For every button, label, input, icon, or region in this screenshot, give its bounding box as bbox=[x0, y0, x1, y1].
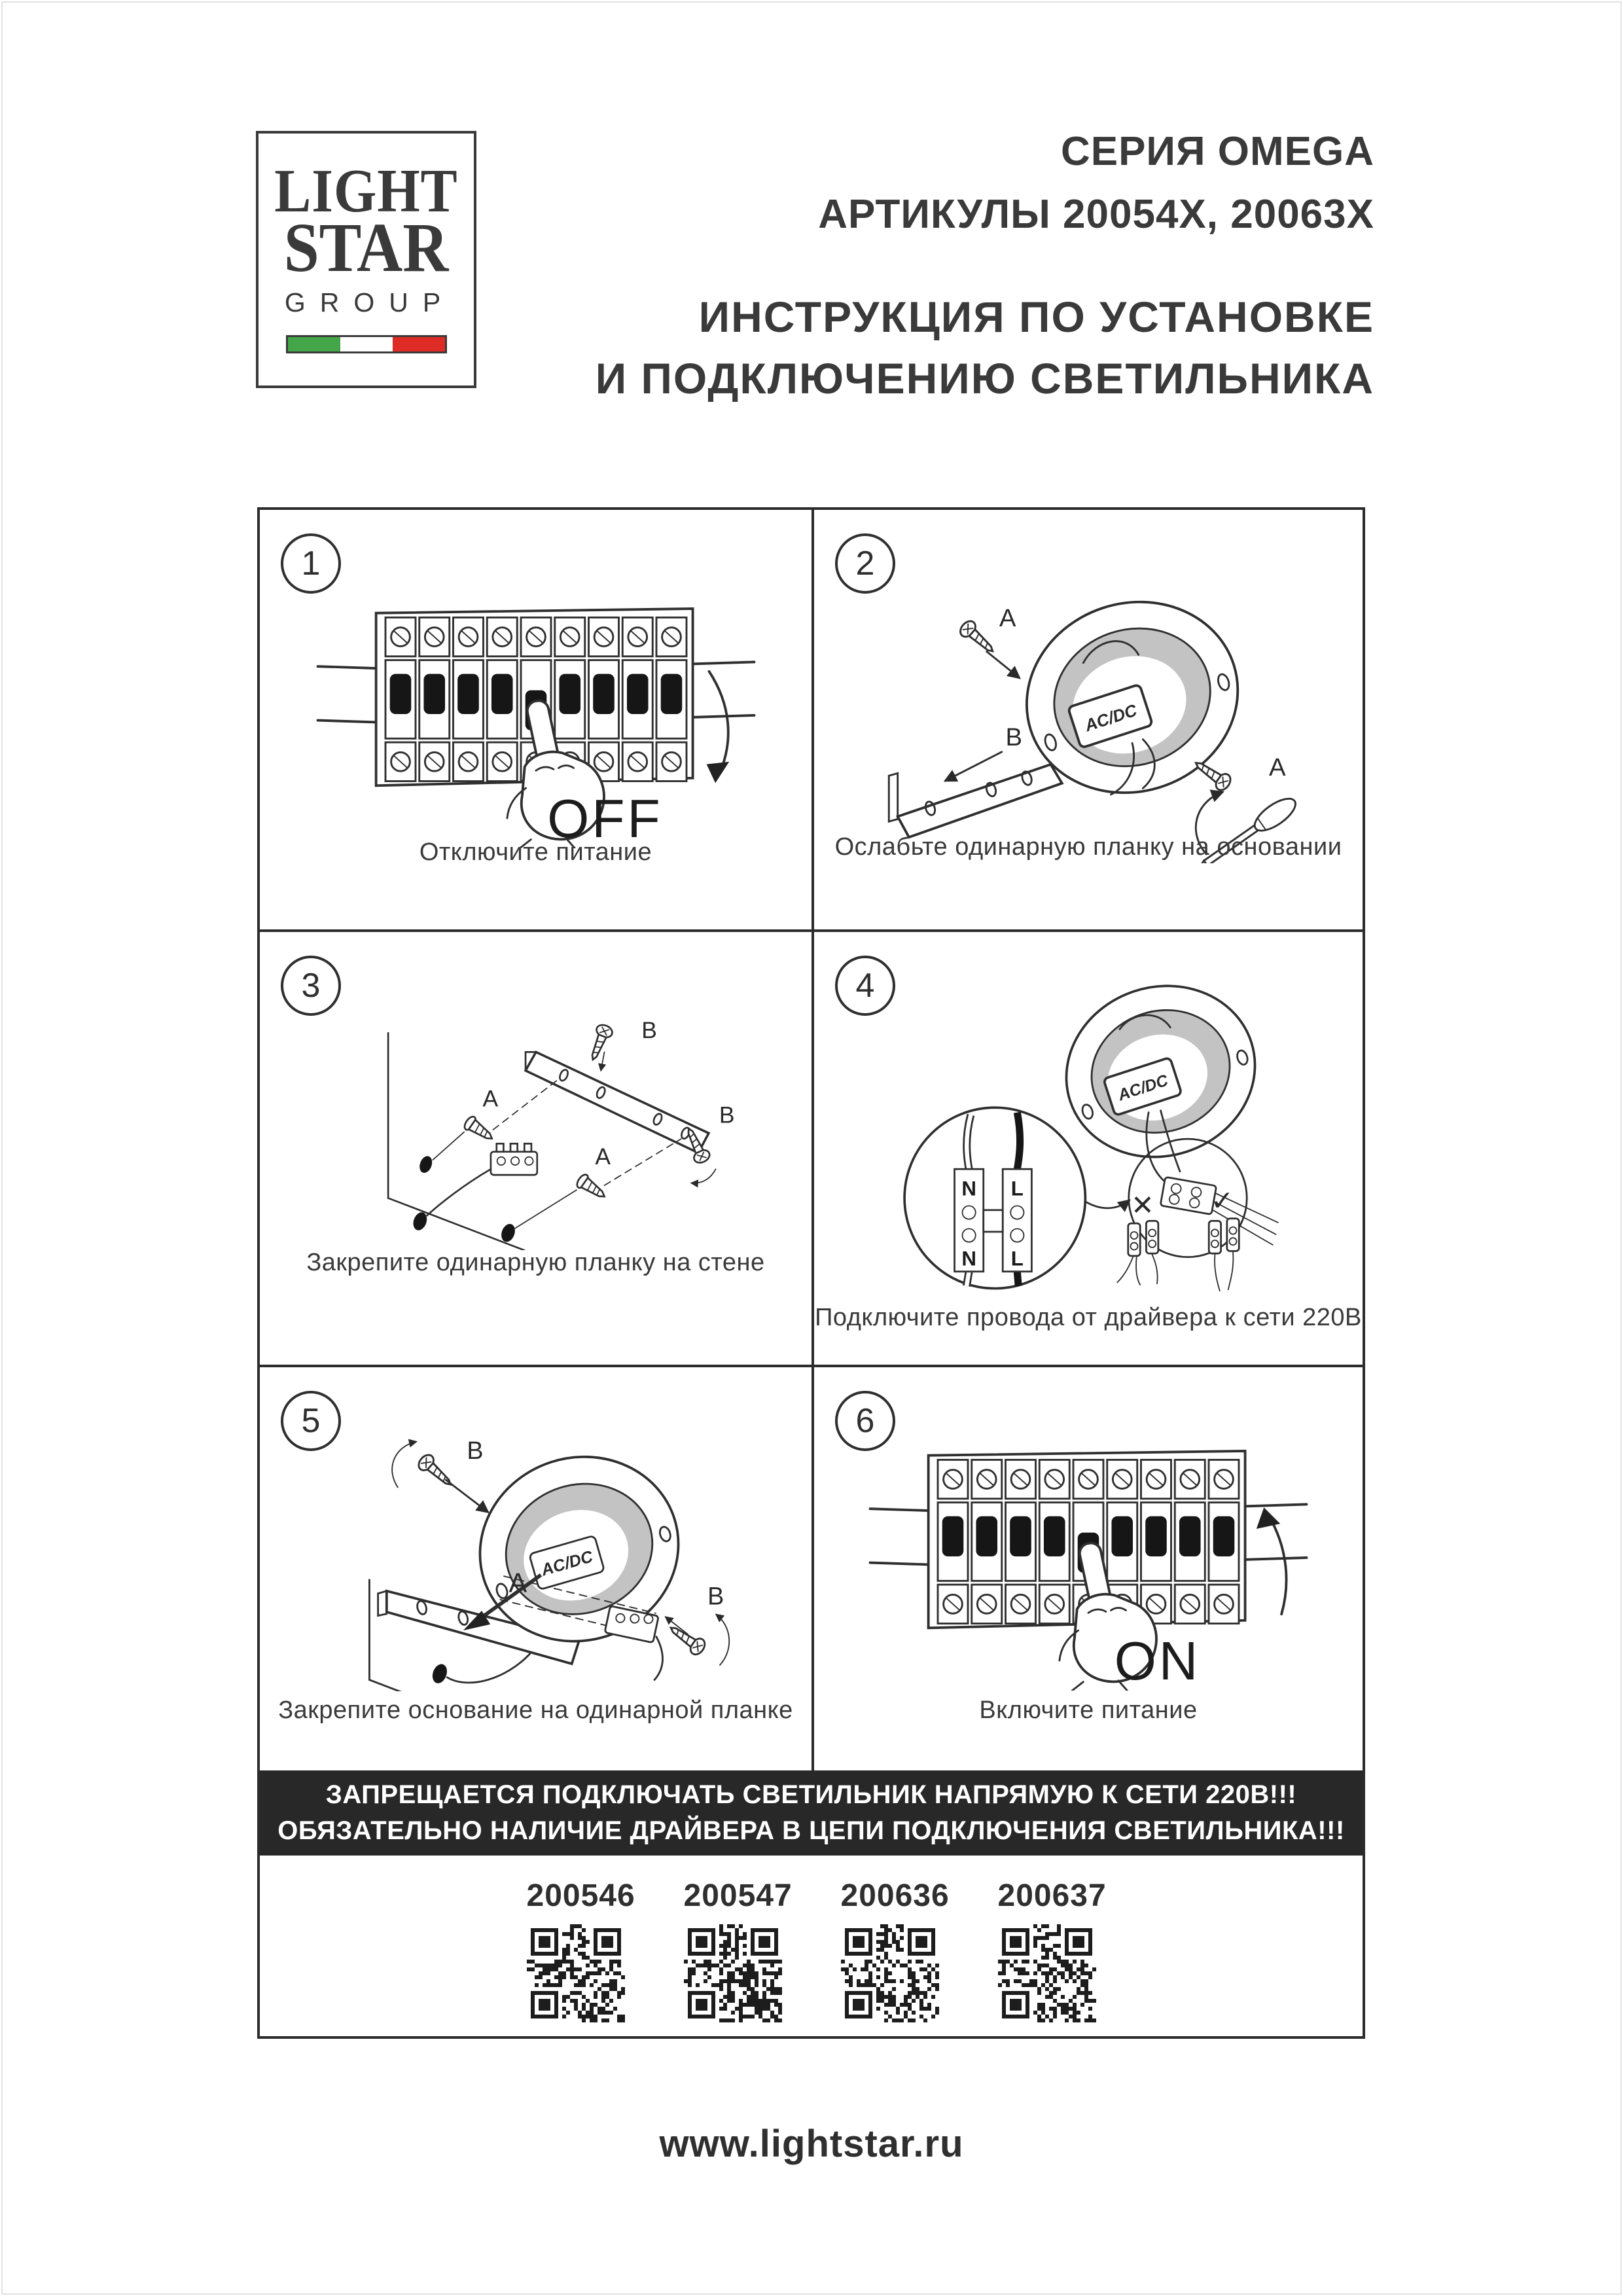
qr-item bbox=[997, 1878, 1107, 2036]
qr-item bbox=[840, 1878, 950, 2036]
wrong-mark: ✕ bbox=[1131, 1190, 1154, 1221]
website-url: www.lightstar.ru bbox=[659, 2123, 964, 2165]
instruction-title-line1: ИНСТРУКЦИЯ ПО УСТАНОВКЕ bbox=[698, 293, 1374, 341]
logo-word-star: STAR bbox=[283, 209, 449, 287]
correct-mark: ✓ bbox=[1210, 1185, 1234, 1216]
qr-label: 200546 bbox=[526, 1878, 635, 1913]
italian-flag-bar bbox=[286, 335, 447, 353]
step-panel-3 bbox=[260, 932, 812, 1365]
qr-label: 200637 bbox=[997, 1878, 1107, 1913]
articles-title: АРТИКУЛЫ 20054Х, 20063Х bbox=[818, 192, 1374, 237]
qr-item bbox=[526, 1878, 635, 2036]
step-caption: Закрепите одинарную планку на стене bbox=[306, 1249, 765, 1276]
logo-word-group: GROUP bbox=[284, 287, 455, 317]
anchor-a2-icon bbox=[575, 1173, 609, 1203]
flag-red bbox=[393, 337, 445, 351]
connect-wires-illustration bbox=[859, 957, 1317, 1295]
step-number-badge: 3 bbox=[281, 956, 341, 1016]
breaker-off-illustration bbox=[310, 579, 762, 848]
correct-wiring-example bbox=[1209, 1185, 1239, 1291]
label-b2: B bbox=[719, 1102, 735, 1128]
wall-hole bbox=[417, 1155, 434, 1175]
anchor-a1-icon bbox=[462, 1115, 496, 1145]
rotate-up-arrowhead bbox=[1257, 1507, 1280, 1529]
step-number-badge: 2 bbox=[835, 533, 895, 594]
lightstar-logo bbox=[256, 131, 476, 388]
step-panel-2 bbox=[814, 510, 1363, 929]
driver-label: AC/DC bbox=[539, 1547, 595, 1580]
header bbox=[596, 128, 1374, 415]
wall-hole bbox=[499, 1222, 517, 1244]
warning-line1: ЗАПРЕЩАЕТСЯ ПОДКЛЮЧАТЬ СВЕТИЛЬНИК НАПРЯМУЮ К СЕТИ 220В!!! bbox=[325, 1780, 1297, 1809]
label-b: B bbox=[1005, 723, 1023, 752]
series-title: СЕРИЯ OMEGA bbox=[1060, 129, 1374, 174]
terminal-block-icon bbox=[604, 1606, 658, 1643]
terminal-label-l-top: L bbox=[1010, 1177, 1024, 1200]
fix-base-illustration bbox=[320, 1395, 752, 1691]
label-a: A bbox=[508, 1567, 527, 1598]
terminal-label-l-bottom: L bbox=[1010, 1247, 1024, 1270]
warning-line2: ОБЯЗАТЕЛЬНО НАЛИЧИЕ ДРАЙВЕРА В ЦЕПИ ПОДКЛЮЧЕНИЯ СВЕТИЛЬНИКА!!! bbox=[277, 1816, 1345, 1845]
logo-word-light: LIGHT bbox=[274, 157, 458, 226]
screw-a-icon bbox=[957, 619, 999, 658]
terminal-magnifier bbox=[904, 1107, 1085, 1288]
label-a2: A bbox=[1268, 753, 1286, 782]
step-panel-4 bbox=[814, 932, 1363, 1365]
rotate-down-arrowhead bbox=[706, 762, 728, 783]
qr-code bbox=[841, 1924, 939, 2022]
label-b2: B bbox=[707, 1582, 724, 1610]
rotate-down-arrow bbox=[709, 672, 728, 774]
label-off: OFF bbox=[546, 788, 663, 849]
instruction-grid bbox=[257, 507, 1365, 2039]
screw-b1-icon bbox=[585, 1023, 614, 1063]
label-a1: A bbox=[999, 604, 1016, 633]
label-b1: B bbox=[641, 1017, 657, 1044]
qr-code bbox=[684, 1924, 782, 2022]
screw-b2-icon bbox=[666, 1621, 707, 1657]
qr-code bbox=[527, 1924, 625, 2022]
terminal-block-icon bbox=[427, 1143, 537, 1215]
qr-label: 200547 bbox=[683, 1878, 793, 1913]
step-caption: Включите питание bbox=[979, 1696, 1198, 1724]
label-on: ON bbox=[1114, 1630, 1201, 1691]
loosen-bracket-illustration bbox=[863, 569, 1314, 863]
label-a2: A bbox=[594, 1143, 611, 1170]
terminal-label-n-top: N bbox=[961, 1177, 976, 1200]
step-panel-5 bbox=[260, 1367, 812, 1770]
qr-item bbox=[683, 1878, 793, 2036]
instruction-title-line2: И ПОДКЛЮЧЕНИЮ СВЕТИЛЬНИКА bbox=[595, 354, 1374, 403]
step-number-badge: 6 bbox=[835, 1391, 895, 1451]
flag-green bbox=[288, 337, 340, 351]
mounting-bracket bbox=[889, 764, 1061, 837]
step-caption: Ослабьте одинарную планку на основании bbox=[834, 833, 1342, 861]
screw-b1-icon bbox=[416, 1452, 456, 1491]
step-caption: Закрепите основание на одинарной планке bbox=[278, 1696, 793, 1724]
step-panel-1 bbox=[260, 510, 812, 929]
warning-banner bbox=[260, 1770, 1363, 1856]
qr-section bbox=[260, 1856, 1363, 2036]
terminal-label-n-bottom: N bbox=[961, 1247, 976, 1270]
step-number-badge: 4 bbox=[835, 956, 895, 1016]
driver-label: AC/DC bbox=[1082, 701, 1139, 736]
label-b1: B bbox=[466, 1437, 484, 1465]
step-caption: Отключите питание bbox=[419, 838, 652, 866]
rotate-up-arrow bbox=[1269, 1516, 1287, 1614]
step-panel-6 bbox=[814, 1367, 1363, 1770]
qr-code bbox=[998, 1924, 1096, 2022]
step-caption: Подключите провода от драйвера к сети 220В bbox=[815, 1304, 1362, 1331]
label-a1: A bbox=[482, 1085, 498, 1112]
step-number-badge: 1 bbox=[281, 533, 341, 594]
wall-hole bbox=[430, 1662, 450, 1685]
driver-label: AC/DC bbox=[1115, 1071, 1171, 1105]
breaker-on-illustration bbox=[863, 1421, 1314, 1691]
qr-label: 200636 bbox=[840, 1878, 950, 1913]
fix-bracket-to-wall-illustration bbox=[333, 978, 739, 1250]
mounting-bracket bbox=[526, 1052, 709, 1153]
step-number-badge: 5 bbox=[281, 1391, 341, 1451]
flag-white bbox=[340, 337, 393, 351]
